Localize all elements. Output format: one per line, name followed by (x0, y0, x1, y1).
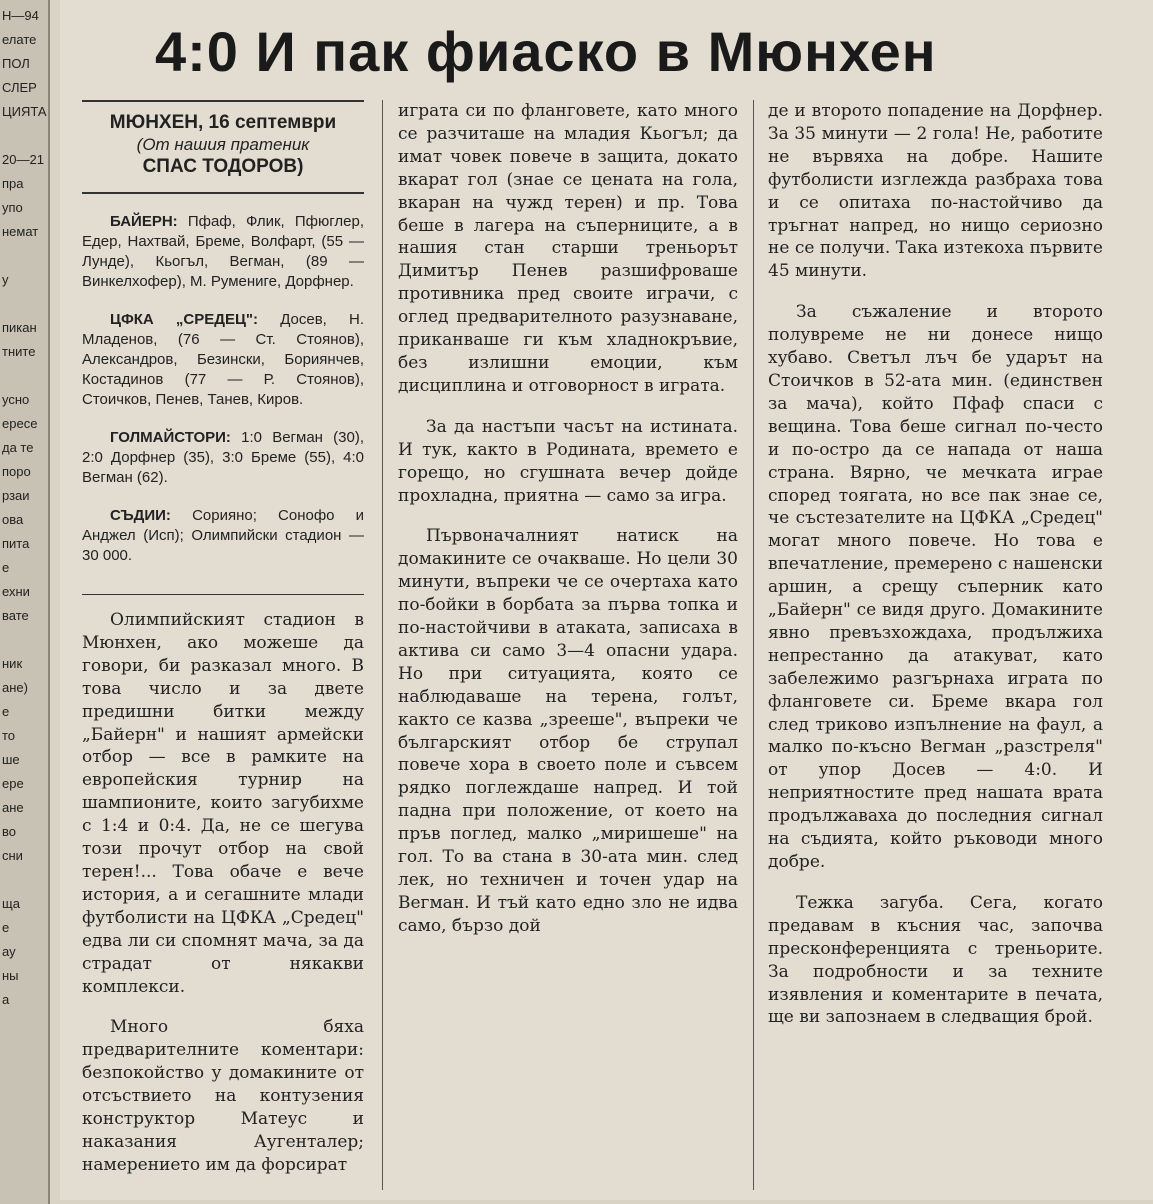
margin-fragment: СЛЕР (2, 80, 37, 95)
lineup-cska-text: Досев, Н. Младенов, (76 — Ст. Стоянов), Александров, Безински, Бориянчев, Костадинов (77 — Р. Стоянов), Стоичков, Пенев, Танев, Киров. (82, 311, 364, 408)
paragraph: За да настъпи часът на истината. И тук, както в Родината, времето е горещо, но сгушната вечер дойде прохладна, приятна — само за игра. (398, 416, 738, 506)
referees-label: СЪДИИ: (110, 507, 171, 524)
column-divider (753, 100, 754, 1190)
margin-fragment: ны (2, 968, 19, 983)
margin-fragment (0, 124, 48, 148)
paragraph: Първоначалният натиск на домакините се очакваше. Но цели 30 минути, въпреки че се очертаха като по-бойки в борбата за първа топка и по-настойчиви в атаката, записаха в актива си само 3—4 опасни удара. Но при ситуацията, която се наблюдаваше на терена, голът, както се казва „зрееше", въпреки че българският отбор бе струпал повече хора в своето поле и съвсем рядко поглеждаше напред. И той падна при положение, от което на пръв поглед, малко „миришеше" на гол. То ва стана в 30-ата мин. след лек, но техничен и точен удар на Вегман. И тъй като едно зло не идва само, бързо дой (398, 526, 738, 936)
margin-fragment: да те (2, 440, 34, 455)
lineup-cska-label: ЦФКА „СРЕДЕЦ": (110, 311, 259, 328)
column-divider (382, 100, 383, 1190)
paragraph: За съжаление и второто полувреме не ни донесе нищо хубаво. Светъл лъч бе ударът на Стоичков в 52-ата мин. (единствен за мача), който Пфаф спаси с вещина. Това беше сигнал по-често и по-остро да се напада от наша страна. Вярно, че мечката играе според тоягата, но все пак знае се, че състезателите на ЦФКА „Средец" могат много повече. Но това е впечатление, премерено с нашенски аршин, а срещу съперник като „Байерн" се видя друго. Домакините явно превъзхождаха, продължиха непрестанно да атакуват, като забележимо разгърнаха играта по фланговете си. Бреме вкара гол след триково изпълнение на фаул, а малко по-късно Вегман „разстреля" от упор Досев — 4:0. И неприятностите пред нашата врата продължаваха до последния сигнал на съдията, който ръководи много добре. (768, 302, 1103, 872)
margin-fragment: ща (2, 896, 20, 911)
paragraph: Много бяха предварителните коментари: безпокойство у домакините от отсъствието на контузения конструктор Матеус и наказания Аугенталер; намерението им да форсират (82, 1017, 364, 1175)
lineup-bayern-text: Пфаф, Флик, Пфюглер, Едер, Нахтвай, Бреме, Волфарт, (55 — Лунде), Кьогъл, Вегман, (89 — Винкелхофер), М. Румениге, Дорфнер. (82, 213, 364, 290)
column-c (768, 100, 1103, 1047)
lineup-bayern (82, 212, 364, 292)
dateline-correspondent-name: СПАС ТОДОРОВ) (142, 156, 304, 177)
scorers-label: ГОЛМАЙСТОРИ: (110, 429, 231, 446)
left-margin-fragments (0, 0, 50, 1204)
margin-fragment: ере (2, 776, 24, 791)
margin-fragment (0, 868, 48, 892)
lineup-bayern-label: БАЙЕРН: (110, 213, 178, 230)
margin-fragment: а (2, 992, 10, 1007)
dateline (82, 100, 364, 194)
margin-fragment: пра (2, 176, 24, 191)
margin-fragment (0, 364, 48, 388)
margin-fragment (0, 628, 48, 652)
dateline-correspondent-intro: (От нашия пратеник (136, 135, 310, 154)
margin-fragment: упо (2, 200, 23, 215)
lineups-box (82, 212, 364, 595)
margin-fragment: рзаи (2, 488, 30, 503)
scorers (82, 428, 364, 488)
margin-fragment (0, 244, 48, 268)
margin-fragment: ник (2, 656, 23, 671)
margin-fragment: ехни (2, 584, 30, 599)
paragraph: играта си по фланговете, като много се разчиташе на младия Кьогъл; да имат човек повече в защита, докато вкарат гол (знае се цената на гола, вкаран на чужд терен) и пр. Това беше в лагера на съперниците, а в нашия стан старши треньорът Димитър Пенев разшифроваше противника пред своите играчи, с оглед предварителното разузнаване, приканваше ги към хладнокръвие, без излишни емоции, към дисциплина и отговорност в играта. (398, 101, 738, 396)
referees-text: Сорияно; Сонофо и Анджел (Исп); Олимпийски стадион — 30 000. (82, 507, 364, 564)
margin-fragment: то (2, 728, 16, 743)
dateline-city-date: МЮНХЕН, 16 септември (109, 112, 337, 133)
paragraph: Тежка загуба. Сега, когато предавам в късния час, започва пресконференцията с треньорите. За подробности и за техните изявления и коментарите в печата, ще ви запознаем в следващия брой. (768, 892, 1103, 1028)
margin-fragment: е (2, 560, 10, 575)
margin-fragment (0, 292, 48, 316)
lineup-cska (82, 310, 364, 410)
margin-fragment: ЦИЯТА (2, 104, 47, 119)
margin-fragment: ане (2, 800, 24, 815)
margin-fragment: ПОЛ (2, 56, 30, 71)
margin-fragment: е (2, 704, 10, 719)
margin-fragment: вате (2, 608, 29, 623)
margin-fragment: ане) (2, 680, 28, 695)
scorers-text: 1:0 Вегман (30), 2:0 Дорфнер (35), 3:0 Бреме (55), 4:0 Вегман (62). (82, 429, 364, 486)
margin-fragment: поро (2, 464, 31, 479)
margin-fragment: усно (2, 392, 30, 407)
paragraph: Олимпийският стадион в Мюнхен, ако можеше да говори, би разказал много. В това число и за двете предишни битки между „Байерн" и нашият армейски отбор — все в рамките на европейския турнир на шампионите, които загубихме с 1:4 и 0:4. Да, не се шегува този прочут отбор на свой терен!... Това обаче е вече история, а и сегашните млади футболисти на ЦФКА „Средец" едва ли си спомнят мача, за да страдат от някакви комплекси. (82, 610, 364, 997)
newspaper-page (60, 0, 1153, 1200)
margin-fragment: тните (2, 344, 36, 359)
margin-fragment: ова (2, 512, 24, 527)
margin-fragment: немат (2, 224, 39, 239)
paragraph: де и второто попадение на Дорфнер. За 35 минути — 2 гола! Не, работите не вървяха на добре. Нашите футболисти изглежда разбраха това и се опитаха по-настойчиво да тръгнат напред, но нищо сериозно не се получи. Така изтекоха първите 45 минути. (768, 101, 1103, 282)
margin-fragment: елате (2, 32, 37, 47)
margin-fragment: у (2, 272, 9, 287)
margin-fragment: 20—21 (2, 152, 44, 167)
margin-fragment: ау (2, 944, 16, 959)
referees (82, 506, 364, 566)
headline: 4:0 И пак фиаско в Мюнхен (155, 20, 937, 83)
column-a (82, 100, 364, 1195)
margin-fragment: е (2, 920, 10, 935)
margin-fragment: ше (2, 752, 20, 767)
margin-fragment: сни (2, 848, 23, 863)
margin-fragment: пикан (2, 320, 37, 335)
margin-fragment: ересе (2, 416, 38, 431)
margin-fragment: во (2, 824, 16, 839)
column-b (398, 100, 738, 956)
margin-fragment: Н—94 (2, 8, 39, 23)
margin-fragment: пита (2, 536, 30, 551)
